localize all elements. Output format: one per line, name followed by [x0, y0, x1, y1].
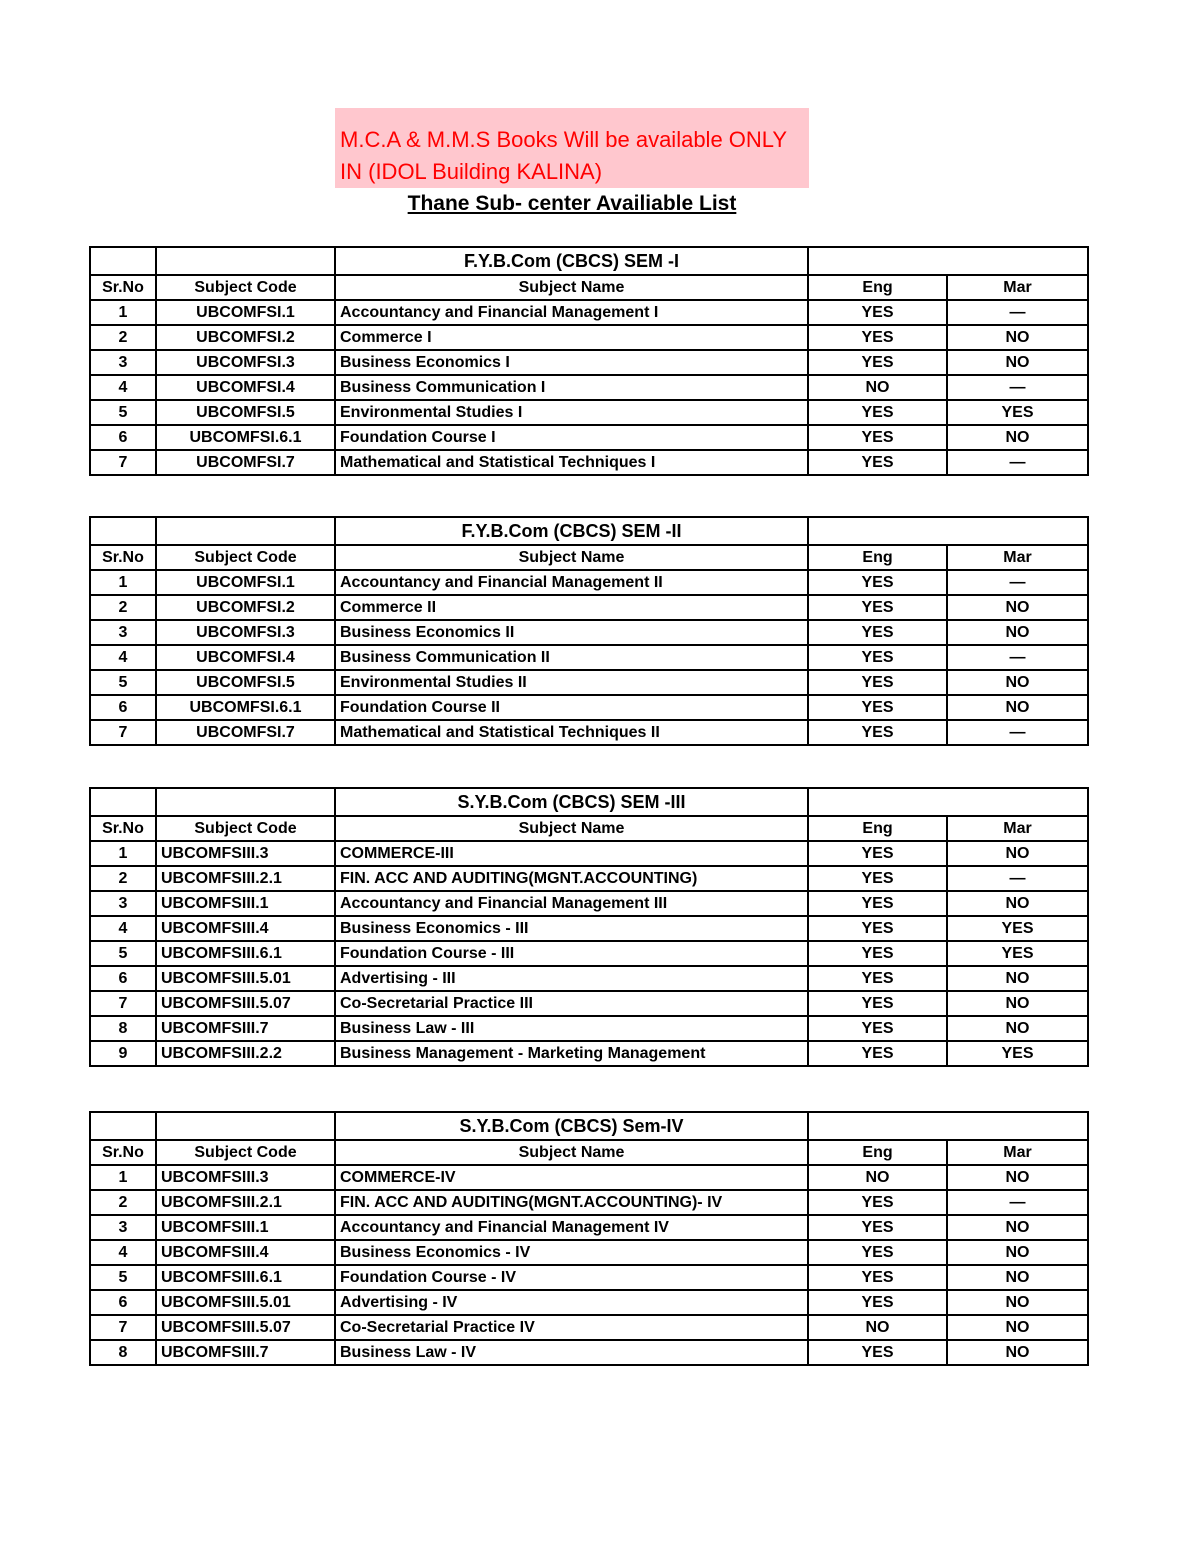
sr-no-cell: 5	[90, 1265, 156, 1290]
mar-cell: YES	[947, 916, 1088, 941]
subject-code-cell: UBCOMFSI.3	[156, 620, 335, 645]
sr-no-cell: 2	[90, 866, 156, 891]
subject-name-cell: Advertising - IV	[335, 1290, 808, 1315]
semester-table	[89, 246, 1089, 476]
header-sr-no: Sr.No	[90, 545, 156, 570]
subject-name-cell: FIN. ACC AND AUDITING(MGNT.ACCOUNTING)- IV	[335, 1190, 808, 1215]
header-mar: Mar	[947, 545, 1088, 570]
eng-cell: YES	[808, 1290, 947, 1315]
table-row	[90, 400, 1088, 425]
eng-cell: YES	[808, 570, 947, 595]
sr-no-cell: 1	[90, 570, 156, 595]
table-row	[90, 720, 1088, 745]
empty-cell	[808, 247, 1088, 275]
sr-no-cell: 7	[90, 450, 156, 475]
header-sr-no: Sr.No	[90, 1140, 156, 1165]
subject-name-cell: Foundation Course II	[335, 695, 808, 720]
header-mar: Mar	[947, 816, 1088, 841]
subject-name-cell: Environmental Studies I	[335, 400, 808, 425]
subject-code-cell: UBCOMFSIII.3	[156, 1165, 335, 1190]
mar-cell: NO	[947, 1265, 1088, 1290]
eng-cell: NO	[808, 375, 947, 400]
header-subject-code: Subject Code	[156, 545, 335, 570]
table-row	[90, 570, 1088, 595]
sr-no-cell: 7	[90, 1315, 156, 1340]
header-mar: Mar	[947, 1140, 1088, 1165]
subject-name-cell: Environmental Studies II	[335, 670, 808, 695]
eng-cell: YES	[808, 991, 947, 1016]
mar-cell: —	[947, 570, 1088, 595]
empty-cell	[90, 247, 156, 275]
table-header-row	[90, 816, 1088, 841]
table-row	[90, 595, 1088, 620]
subject-code-cell: UBCOMFSIII.2.2	[156, 1041, 335, 1066]
mar-cell: NO	[947, 1165, 1088, 1190]
sr-no-cell: 7	[90, 991, 156, 1016]
eng-cell: YES	[808, 400, 947, 425]
table-row	[90, 1016, 1088, 1041]
mar-cell: —	[947, 1190, 1088, 1215]
subject-name-cell: Accountancy and Financial Management I	[335, 300, 808, 325]
subject-code-cell: UBCOMFSIII.3	[156, 841, 335, 866]
eng-cell: YES	[808, 1340, 947, 1365]
eng-cell: YES	[808, 595, 947, 620]
header-eng: Eng	[808, 816, 947, 841]
subject-code-cell: UBCOMFSI.5	[156, 670, 335, 695]
table-title-row	[90, 1112, 1088, 1140]
semester-table	[89, 787, 1089, 1067]
header-subject-code: Subject Code	[156, 1140, 335, 1165]
subject-code-cell: UBCOMFSI.6.1	[156, 695, 335, 720]
sr-no-cell: 7	[90, 720, 156, 745]
subject-name-cell: Accountancy and Financial Management III	[335, 891, 808, 916]
empty-cell	[90, 517, 156, 545]
subject-name-cell: Business Economics - III	[335, 916, 808, 941]
eng-cell: YES	[808, 841, 947, 866]
table-row	[90, 325, 1088, 350]
sr-no-cell: 5	[90, 670, 156, 695]
subject-code-cell: UBCOMFSIII.2.1	[156, 866, 335, 891]
table-title-row	[90, 247, 1088, 275]
table-header-row	[90, 275, 1088, 300]
subject-name-cell: Business Law - IV	[335, 1340, 808, 1365]
subject-code-cell: UBCOMFSIII.6.1	[156, 941, 335, 966]
sr-no-cell: 5	[90, 941, 156, 966]
subject-name-cell: Foundation Course I	[335, 425, 808, 450]
sr-no-cell: 3	[90, 620, 156, 645]
header-subject-name: Subject Name	[335, 545, 808, 570]
semester-title: S.Y.B.Com (CBCS) SEM -III	[335, 788, 808, 816]
empty-cell	[90, 788, 156, 816]
sr-no-cell: 1	[90, 1165, 156, 1190]
header-eng: Eng	[808, 1140, 947, 1165]
subject-name-cell: Business Management - Marketing Management	[335, 1041, 808, 1066]
empty-cell	[808, 517, 1088, 545]
mar-cell: NO	[947, 1340, 1088, 1365]
subject-code-cell: UBCOMFSIII.4	[156, 916, 335, 941]
mar-cell: NO	[947, 991, 1088, 1016]
mar-cell: YES	[947, 400, 1088, 425]
mar-cell: NO	[947, 670, 1088, 695]
table-row	[90, 375, 1088, 400]
mar-cell: —	[947, 300, 1088, 325]
subject-code-cell: UBCOMFSI.7	[156, 450, 335, 475]
table-row	[90, 450, 1088, 475]
empty-cell	[156, 517, 335, 545]
table-row	[90, 350, 1088, 375]
semester-table	[89, 516, 1089, 746]
sr-no-cell: 1	[90, 300, 156, 325]
sr-no-cell: 3	[90, 1215, 156, 1240]
table-row	[90, 1340, 1088, 1365]
mar-cell: NO	[947, 1240, 1088, 1265]
eng-cell: YES	[808, 916, 947, 941]
eng-cell: YES	[808, 966, 947, 991]
table-row	[90, 620, 1088, 645]
subject-code-cell: UBCOMFSI.3	[156, 350, 335, 375]
header-subject-code: Subject Code	[156, 275, 335, 300]
sr-no-cell: 4	[90, 375, 156, 400]
subject-name-cell: Advertising - III	[335, 966, 808, 991]
table-row	[90, 866, 1088, 891]
mar-cell: NO	[947, 1215, 1088, 1240]
mar-cell: NO	[947, 1016, 1088, 1041]
table-row	[90, 1190, 1088, 1215]
header-sr-no: Sr.No	[90, 275, 156, 300]
table-row	[90, 991, 1088, 1016]
subject-name-cell: Commerce I	[335, 325, 808, 350]
subject-name-cell: Business Economics - IV	[335, 1240, 808, 1265]
table-row	[90, 941, 1088, 966]
mar-cell: NO	[947, 325, 1088, 350]
sr-no-cell: 4	[90, 645, 156, 670]
eng-cell: YES	[808, 425, 947, 450]
eng-cell: YES	[808, 695, 947, 720]
sr-no-cell: 2	[90, 595, 156, 620]
subject-code-cell: UBCOMFSIII.7	[156, 1016, 335, 1041]
eng-cell: YES	[808, 1016, 947, 1041]
mar-cell: NO	[947, 620, 1088, 645]
eng-cell: YES	[808, 620, 947, 645]
sr-no-cell: 2	[90, 325, 156, 350]
notice-line-2: IN (IDOL Building KALINA)	[340, 159, 603, 184]
table-row	[90, 695, 1088, 720]
mar-cell: —	[947, 645, 1088, 670]
mar-cell: NO	[947, 425, 1088, 450]
subject-code-cell: UBCOMFSI.2	[156, 325, 335, 350]
table-row	[90, 1315, 1088, 1340]
mar-cell: —	[947, 720, 1088, 745]
eng-cell: YES	[808, 720, 947, 745]
table-row	[90, 1265, 1088, 1290]
table-header-row	[90, 545, 1088, 570]
subject-name-cell: Mathematical and Statistical Techniques II	[335, 720, 808, 745]
mar-cell: —	[947, 866, 1088, 891]
table-row	[90, 916, 1088, 941]
table-row	[90, 891, 1088, 916]
notice-line-1: M.C.A & M.M.S Books Will be available ONLY	[340, 127, 788, 152]
table-row	[90, 1041, 1088, 1066]
sr-no-cell: 6	[90, 425, 156, 450]
eng-cell: YES	[808, 1215, 947, 1240]
empty-cell	[90, 1112, 156, 1140]
page-title: Thane Sub- center Availiable List	[407, 192, 737, 215]
table-row	[90, 1290, 1088, 1315]
header-subject-name: Subject Name	[335, 275, 808, 300]
mar-cell: NO	[947, 841, 1088, 866]
eng-cell: YES	[808, 325, 947, 350]
subject-name-cell: Business Communication II	[335, 645, 808, 670]
mar-cell: NO	[947, 595, 1088, 620]
table-header-row	[90, 1140, 1088, 1165]
mar-cell: NO	[947, 350, 1088, 375]
eng-cell: YES	[808, 300, 947, 325]
eng-cell: YES	[808, 1190, 947, 1215]
header-eng: Eng	[808, 275, 947, 300]
subject-code-cell: UBCOMFSIII.4	[156, 1240, 335, 1265]
subject-name-cell: Commerce II	[335, 595, 808, 620]
header-subject-name: Subject Name	[335, 816, 808, 841]
subject-name-cell: COMMERCE-III	[335, 841, 808, 866]
subject-name-cell: Foundation Course - III	[335, 941, 808, 966]
subject-name-cell: Business Law - III	[335, 1016, 808, 1041]
sr-no-cell: 2	[90, 1190, 156, 1215]
subject-name-cell: Accountancy and Financial Management IV	[335, 1215, 808, 1240]
mar-cell: NO	[947, 695, 1088, 720]
eng-cell: YES	[808, 350, 947, 375]
mar-cell: NO	[947, 1290, 1088, 1315]
mar-cell: NO	[947, 1315, 1088, 1340]
subject-name-cell: COMMERCE-IV	[335, 1165, 808, 1190]
semester-table	[89, 1111, 1089, 1366]
subject-name-cell: Mathematical and Statistical Techniques I	[335, 450, 808, 475]
subject-code-cell: UBCOMFSI.1	[156, 570, 335, 595]
header-eng: Eng	[808, 545, 947, 570]
subject-name-cell: Business Economics I	[335, 350, 808, 375]
subject-code-cell: UBCOMFSIII.6.1	[156, 1265, 335, 1290]
sr-no-cell: 4	[90, 916, 156, 941]
table-row	[90, 966, 1088, 991]
subject-code-cell: UBCOMFSI.2	[156, 595, 335, 620]
eng-cell: YES	[808, 645, 947, 670]
subject-name-cell: Co-Secretarial Practice IV	[335, 1315, 808, 1340]
subject-code-cell: UBCOMFSIII.5.01	[156, 966, 335, 991]
mar-cell: YES	[947, 1041, 1088, 1066]
eng-cell: YES	[808, 1240, 947, 1265]
subject-code-cell: UBCOMFSI.6.1	[156, 425, 335, 450]
mar-cell: NO	[947, 966, 1088, 991]
mar-cell: NO	[947, 891, 1088, 916]
subject-code-cell: UBCOMFSI.1	[156, 300, 335, 325]
subject-name-cell: Co-Secretarial Practice III	[335, 991, 808, 1016]
empty-cell	[808, 788, 1088, 816]
table-row	[90, 300, 1088, 325]
subject-code-cell: UBCOMFSIII.1	[156, 891, 335, 916]
sr-no-cell: 8	[90, 1340, 156, 1365]
mar-cell: —	[947, 375, 1088, 400]
sr-no-cell: 3	[90, 350, 156, 375]
subject-code-cell: UBCOMFSIII.2.1	[156, 1190, 335, 1215]
eng-cell: YES	[808, 866, 947, 891]
sr-no-cell: 1	[90, 841, 156, 866]
table-row	[90, 645, 1088, 670]
sr-no-cell: 6	[90, 695, 156, 720]
header-sr-no: Sr.No	[90, 816, 156, 841]
eng-cell: YES	[808, 1265, 947, 1290]
header-subject-name: Subject Name	[335, 1140, 808, 1165]
eng-cell: YES	[808, 1041, 947, 1066]
sr-no-cell: 6	[90, 1290, 156, 1315]
semester-title: F.Y.B.Com (CBCS) SEM -I	[335, 247, 808, 275]
eng-cell: YES	[808, 891, 947, 916]
table-row	[90, 425, 1088, 450]
eng-cell: YES	[808, 450, 947, 475]
subject-code-cell: UBCOMFSIII.1	[156, 1215, 335, 1240]
semester-title: S.Y.B.Com (CBCS) Sem-IV	[335, 1112, 808, 1140]
sr-no-cell: 6	[90, 966, 156, 991]
table-title-row	[90, 517, 1088, 545]
sr-no-cell: 3	[90, 891, 156, 916]
subject-code-cell: UBCOMFSI.4	[156, 375, 335, 400]
table-title-row	[90, 788, 1088, 816]
eng-cell: NO	[808, 1315, 947, 1340]
empty-cell	[156, 788, 335, 816]
subject-name-cell: Accountancy and Financial Management II	[335, 570, 808, 595]
table-row	[90, 1215, 1088, 1240]
subject-name-cell: FIN. ACC AND AUDITING(MGNT.ACCOUNTING)	[335, 866, 808, 891]
subject-code-cell: UBCOMFSI.7	[156, 720, 335, 745]
subject-code-cell: UBCOMFSIII.7	[156, 1340, 335, 1365]
subject-code-cell: UBCOMFSIII.5.07	[156, 1315, 335, 1340]
sr-no-cell: 8	[90, 1016, 156, 1041]
subject-code-cell: UBCOMFSI.4	[156, 645, 335, 670]
subject-name-cell: Foundation Course - IV	[335, 1265, 808, 1290]
semester-title: F.Y.B.Com (CBCS) SEM -II	[335, 517, 808, 545]
table-row	[90, 1240, 1088, 1265]
empty-cell	[808, 1112, 1088, 1140]
mar-cell: —	[947, 450, 1088, 475]
availability-notice	[335, 108, 809, 188]
sr-no-cell: 4	[90, 1240, 156, 1265]
sr-no-cell: 9	[90, 1041, 156, 1066]
subject-code-cell: UBCOMFSI.5	[156, 400, 335, 425]
mar-cell: YES	[947, 941, 1088, 966]
subject-code-cell: UBCOMFSIII.5.01	[156, 1290, 335, 1315]
eng-cell: YES	[808, 941, 947, 966]
eng-cell: YES	[808, 670, 947, 695]
table-row	[90, 1165, 1088, 1190]
header-subject-code: Subject Code	[156, 816, 335, 841]
sr-no-cell: 5	[90, 400, 156, 425]
empty-cell	[156, 1112, 335, 1140]
subject-name-cell: Business Economics II	[335, 620, 808, 645]
eng-cell: NO	[808, 1165, 947, 1190]
subject-code-cell: UBCOMFSIII.5.07	[156, 991, 335, 1016]
table-row	[90, 841, 1088, 866]
subject-name-cell: Business Communication I	[335, 375, 808, 400]
empty-cell	[156, 247, 335, 275]
header-mar: Mar	[947, 275, 1088, 300]
table-row	[90, 670, 1088, 695]
